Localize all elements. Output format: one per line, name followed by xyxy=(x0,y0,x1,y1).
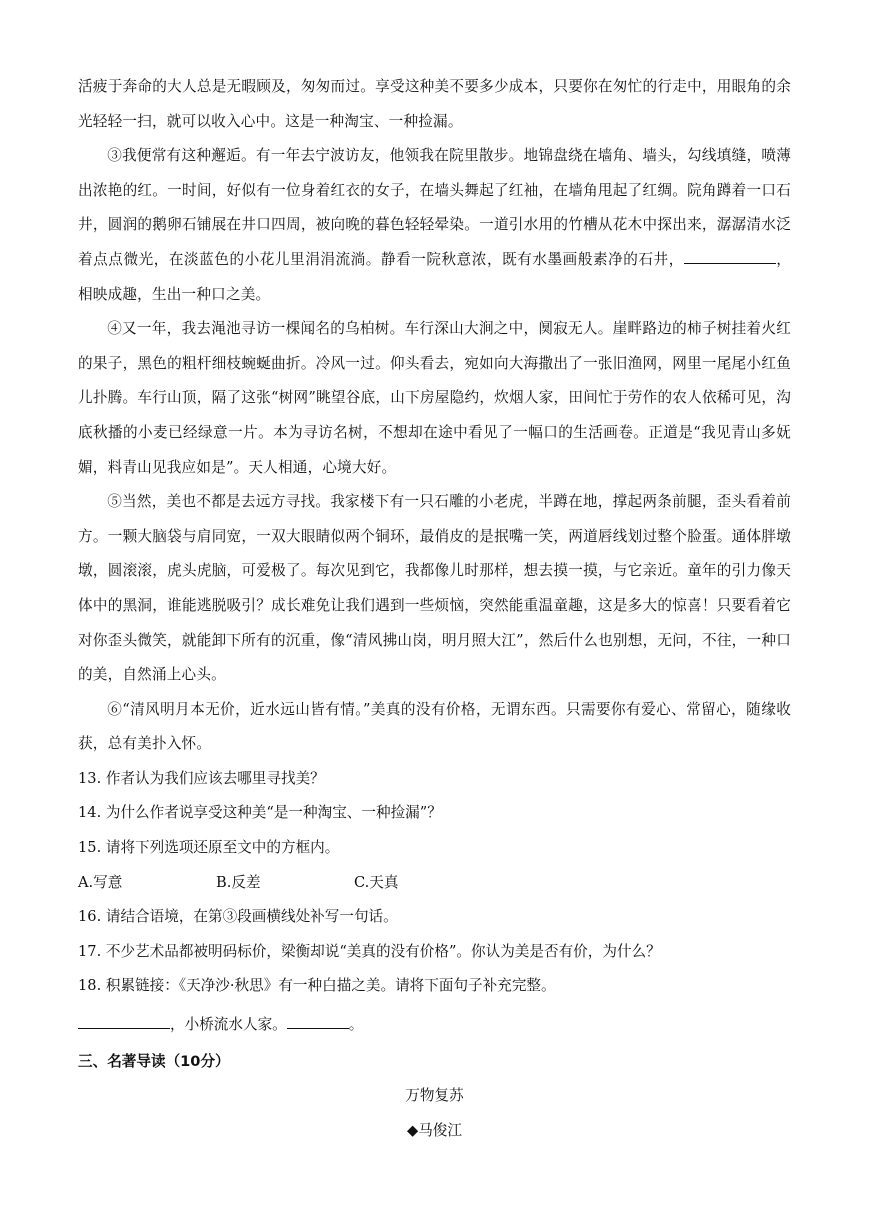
option-b: B.反差 xyxy=(216,873,261,891)
reading-author: ◆马俊江 xyxy=(406,1121,462,1139)
passage-paragraph-4: ④又一年，我去渑池寻访一棵闻名的乌柏树。车行深山大涧之中，阒寂无人。崖畔路边的柿子树挂着火红的果子，黑色的粗杆细枝蜿蜒曲折。冷风一过。仰头看去，宛如向大海撒出了一张旧渔网，网里一尾尾小红鱼儿扑腾。车行山顶，隔了这张“树网”眺望谷底，山下房屋隐约，炊烟人家，田间忙于劳作的农人依稀可见，沟底秋播的小麦已经绿意一片。本为寻访名树，不想却在途中看见了一幅口的生活画卷。正道是“我见青山多妩媚，料青山见我应如是”。天人相通，心境大好。 xyxy=(78,320,791,476)
passage-intro-paragraph: 活疲于奔命的大人总是无暇顾及，匆匆而过。享受这种美不要多少成本，只要你在匆忙的行走中，用眼角的余光轻轻一扫，就可以收入心中。这是一种淘宝、一种捡漏。 xyxy=(78,78,791,130)
question-18: 18. 积累链接：《天净沙·秋思》有一种白描之美。请将下面句子补充完整。 xyxy=(78,977,556,995)
question-14: 14. 为什么作者说享受这种美“是一种淘宝、一种捡漏”？ xyxy=(78,804,442,822)
passage-paragraph-6: ⑥“清风明月本无价，近水远山皆有情。”美真的没有价格，无谓东西。只需要你有爱心、常留心，随缘收获，总有美扑入怀。 xyxy=(78,700,791,753)
question-13: 13. 作者认为我们应该去哪里寻找美？ xyxy=(78,769,325,787)
paragraph-3-tail: ，相映成趣，生出一种口之美。 xyxy=(78,250,791,303)
reading-title: 万物复苏 xyxy=(405,1087,464,1105)
option-c: C.天真 xyxy=(354,873,399,891)
question-18-fill-line xyxy=(78,1008,791,1043)
fill-in-blank-p3[interactable] xyxy=(684,249,776,264)
section-3-heading: 三、名著导读（10分） xyxy=(78,1052,230,1070)
passage-paragraph-3 xyxy=(78,139,791,312)
paragraph-3-text: ③我便常有这种邂逅。有一年去宁波访友，他领我在院里散步。地锦盘绕在墙角、墙头，勾线填缝，喷薄出浓艳的红。一时间，好似有一位身着红衣的女子，在墙头舞起了红袖，在墙角甩起了红绸。院角蹲着一口石井，圆润的鹅卵石铺展在井口四周，被向晚的暮色轻轻晕染。一道引水用的竹槽从花木中探出来，潺潺清水泛着点点微光，在淡蓝色的小花儿里涓涓流淌。静看一院秋意浓，既有水墨画般素净的石井， xyxy=(78,147,791,268)
question-16: 16. 请结合语境，在第③段画横线处补写一句话。 xyxy=(78,908,398,926)
passage-paragraph-5: ⑤当然，美也不都是去远方寻找。我家楼下有一只石雕的小老虎，半蹲在地，撑起两条前腿，歪头看着前方。一颗大脑袋与肩同宽，一双大眼睛似两个铜环，最俏皮的是抿嘴一笑，两道唇线划过整个脸蛋。通体胖墩墩，圆滚滚，虎头虎脑，可爱极了。每次见到它，我都像儿时那样，想去摸一摸，与它亲近。童年的引力像天体中的黑洞，谁能逃脱吸引？成长难免让我们遇到一些烦恼，突然能重温童趣，这是多大的惊喜！只要看着它对你歪头微笑，就能卸下所有的沉重，像“清风拂山岗，明月照大江”，然后什么也别想，无问，不往，一种口的美，自然涌上心头。 xyxy=(78,493,791,684)
question-15-options xyxy=(78,866,791,901)
fill-in-blank-q18-first[interactable] xyxy=(78,1014,170,1029)
q18-middle-text: ，小桥流水人家。 xyxy=(170,1016,287,1034)
option-a: A.写意 xyxy=(78,873,123,891)
question-15: 15. 请将下列选项还原至文中的方框内。 xyxy=(78,839,340,857)
question-17: 17. 不少艺术品都被明码标价，梁衡却说“美真的没有价格”。你认为美是否有价，为什么？ xyxy=(78,942,661,960)
fill-in-blank-q18-second[interactable] xyxy=(287,1014,349,1029)
q18-end-text: 。 xyxy=(348,1016,364,1034)
